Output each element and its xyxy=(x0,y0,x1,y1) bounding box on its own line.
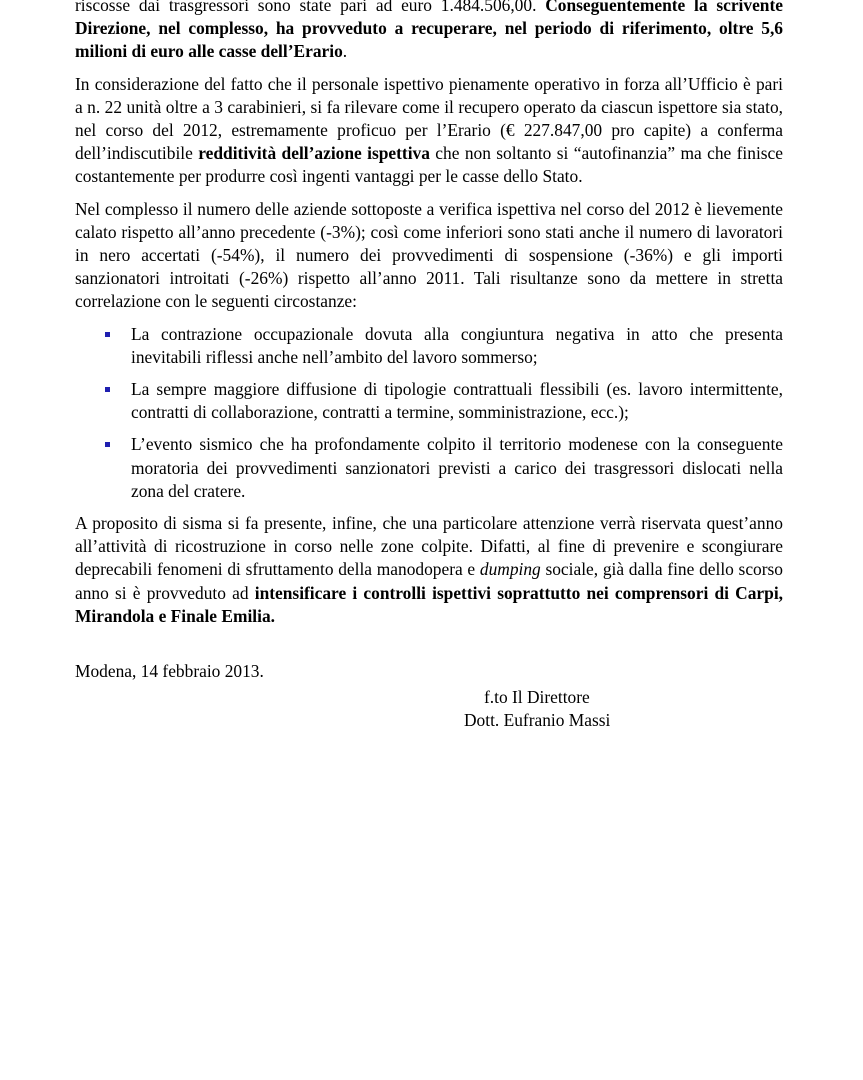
bold-text-run: Conseguentemente la scrivente Direzione, nel complesso, ha provveduto a recuperare, nel periodo di riferimento, oltre 5,6 milioni di euro alle casse dell’Erario xyxy=(75,0,783,62)
italic-text-run: dumping xyxy=(479,559,541,580)
text-run: riscosse dai trasgressori sono state pari ad euro 1.484.506,00. xyxy=(75,0,546,15)
text-run: che non soltanto si “autofinanzia” ma che finisce costantemente per produrre così ingenti vantaggi per le casse dello Stato. xyxy=(75,143,783,187)
text-run: In considerazione del fatto che il personale ispettivo pienamente operativo in forza all’Ufficio è pari a n. 22 unità oltre a 3 carabinieri, si fa rilevare come il recupero operato da ciascun ispettore sia stato, nel corso del 2012, estremamente proficuo per l’Erario (€ 227.847,00 pro capite) a conferma dell’indiscutibile xyxy=(75,73,783,164)
paragraph-recovery-summary xyxy=(75,0,783,64)
list-item-text: L’evento sismico che ha profondamente colpito il territorio modenese con la conseguente moratoria dei provvedimenti sanzionatori previsti a carico dei trasgressori dislocati nella zona del cratere. xyxy=(131,434,783,501)
text-run: sociale, già dalla fine dello scorso anno si è provveduto ad xyxy=(75,559,783,603)
list-item xyxy=(75,433,783,503)
list-item-text: La contrazione occupazionale dovuta alla congiuntura negativa in atto che presenta inevitabili riflessi anche nell’ambito del lavoro sommerso; xyxy=(131,323,783,367)
paragraph-inspector-productivity xyxy=(75,73,783,189)
list-item xyxy=(75,323,783,369)
paragraph-year-comparison xyxy=(75,198,783,314)
list-item-text: La sempre maggiore diffusione di tipologie contrattuali flessibili (es. lavoro intermittente, contratti di collaborazione, contratti a termine, somministrazione, ecc.); xyxy=(131,379,783,423)
text-run: Nel complesso il numero delle aziende sottoposte a verifica ispettiva nel corso del 2012 è lievemente calato rispetto all’anno precedente (-3%); così come inferiori sono stati anche il numero di lavoratori in nero accertati (-54%), il numero dei provvedimenti di sospensione (-36%) e gli importi sanzionatori introitati (-26%) rispetto all’anno 2011. Tali risultanze sono da mettere in stretta correlazione con le seguenti circostanze: xyxy=(75,198,783,312)
text-run: A proposito di sisma si fa presente, infine, che una particolare attenzione verrà riservata quest’anno all’attività di ricostruzione in corso nelle zone colpite. Difatti, al fine di prevenire e scongiurare deprecabili fenomeni di sfruttamento della manodopera e xyxy=(75,513,783,580)
text-run: . xyxy=(342,41,348,62)
circumstances-list xyxy=(75,323,783,503)
document-date: Modena, 14 febbraio 2013. xyxy=(75,661,264,682)
signature-title: f.to Il Direttore xyxy=(484,687,590,708)
document-page xyxy=(75,0,783,743)
square-bullet-icon xyxy=(105,332,110,337)
square-bullet-icon xyxy=(105,387,110,392)
square-bullet-icon xyxy=(105,442,110,447)
list-item xyxy=(75,378,783,424)
bold-text-run: intensificare i controlli ispettivi soprattutto nei comprensori di Carpi, Mirandola e Finale Emilia. xyxy=(75,582,783,626)
signature-name: Dott. Eufranio Massi xyxy=(464,710,611,731)
signature-block xyxy=(75,683,783,743)
bold-text-run: redditività dell’azione ispettiva xyxy=(198,143,430,164)
paragraph-earthquake-controls xyxy=(75,512,783,628)
